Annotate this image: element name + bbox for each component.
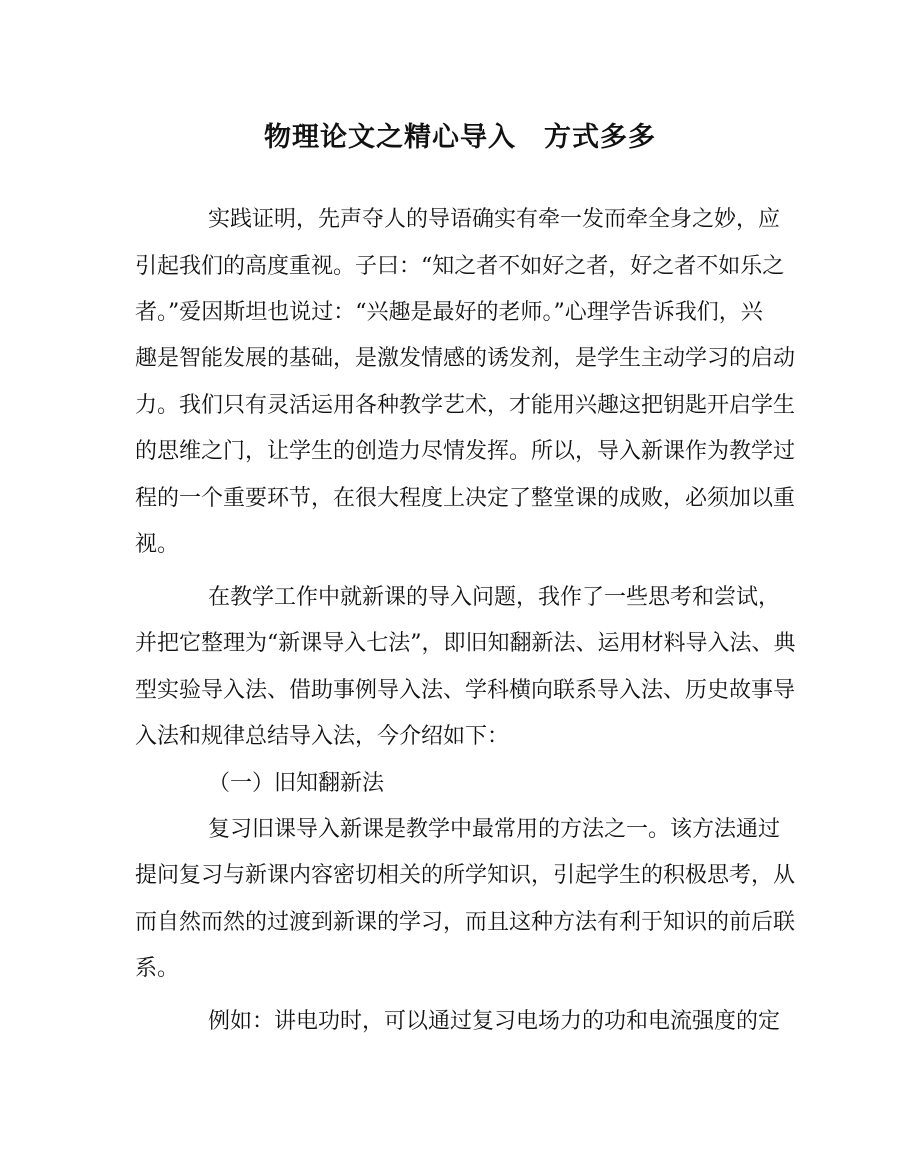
paragraph-3-line-1: 复习旧课导入新课是教学中最常用的方法之一。该方法通过 [208,817,781,842]
paragraph-1-line-6: 的思维之门，让学生的创造力尽情发挥。所以，导入新课作为教学过 [135,439,796,464]
paragraph-1-line-3: 者。”爱因斯坦也说过：“兴趣是最好的老师。”心理学告诉我们，兴 [135,300,763,325]
section-heading: （一）旧知翻新法 [208,771,385,796]
paragraph-1-line-4: 趣是智能发展的基础，是激发情感的诱发剂，是学生主动学习的启动 [135,346,796,371]
paragraph-2-line-4: 入法和规律总结导入法，今介绍如下： [135,724,510,749]
paragraph-4-line-1: 例如：讲电功时，可以通过复习电场力的功和电流强度的定 [208,1009,781,1034]
paragraph-2-line-2: 并把它整理为“新课导入七法”，即旧知翻新法、运用材料导入法、典 [135,631,796,656]
document-title: 物理论文之精心导入 方式多多 [264,122,656,153]
paragraph-3-line-2: 提问复习与新课内容密切相关的所学知识，引起学生的积极思考，从 [135,863,796,888]
paragraph-1-line-2: 引起我们的高度重视。子曰：“知之者不如好之者，好之者不如乐之 [135,254,785,279]
paragraph-2-line-1: 在教学工作中就新课的导入问题，我作了一些思考和尝试， [208,585,781,610]
paragraph-1-line-7: 程的一个重要环节，在很大程度上决定了整堂课的成败，必须加以重 [135,486,796,511]
paragraph-2-line-3: 型实验导入法、借助事例导入法、学科横向联系导入法、历史故事导 [135,678,796,703]
paragraph-3-line-3: 而自然而然的过渡到新课的学习，而且这种方法有利于知识的前后联 [135,910,796,935]
paragraph-1-line-8: 视。 [135,532,180,557]
paragraph-3-line-4: 系。 [135,956,180,981]
paragraph-1-line-5: 力。我们只有灵活运用各种教学艺术，才能用兴趣这把钥匙开启学生 [135,393,796,418]
paragraph-1-line-1: 实践证明，先声夺人的导语确实有牵一发而牵全身之妙，应 [208,207,781,232]
